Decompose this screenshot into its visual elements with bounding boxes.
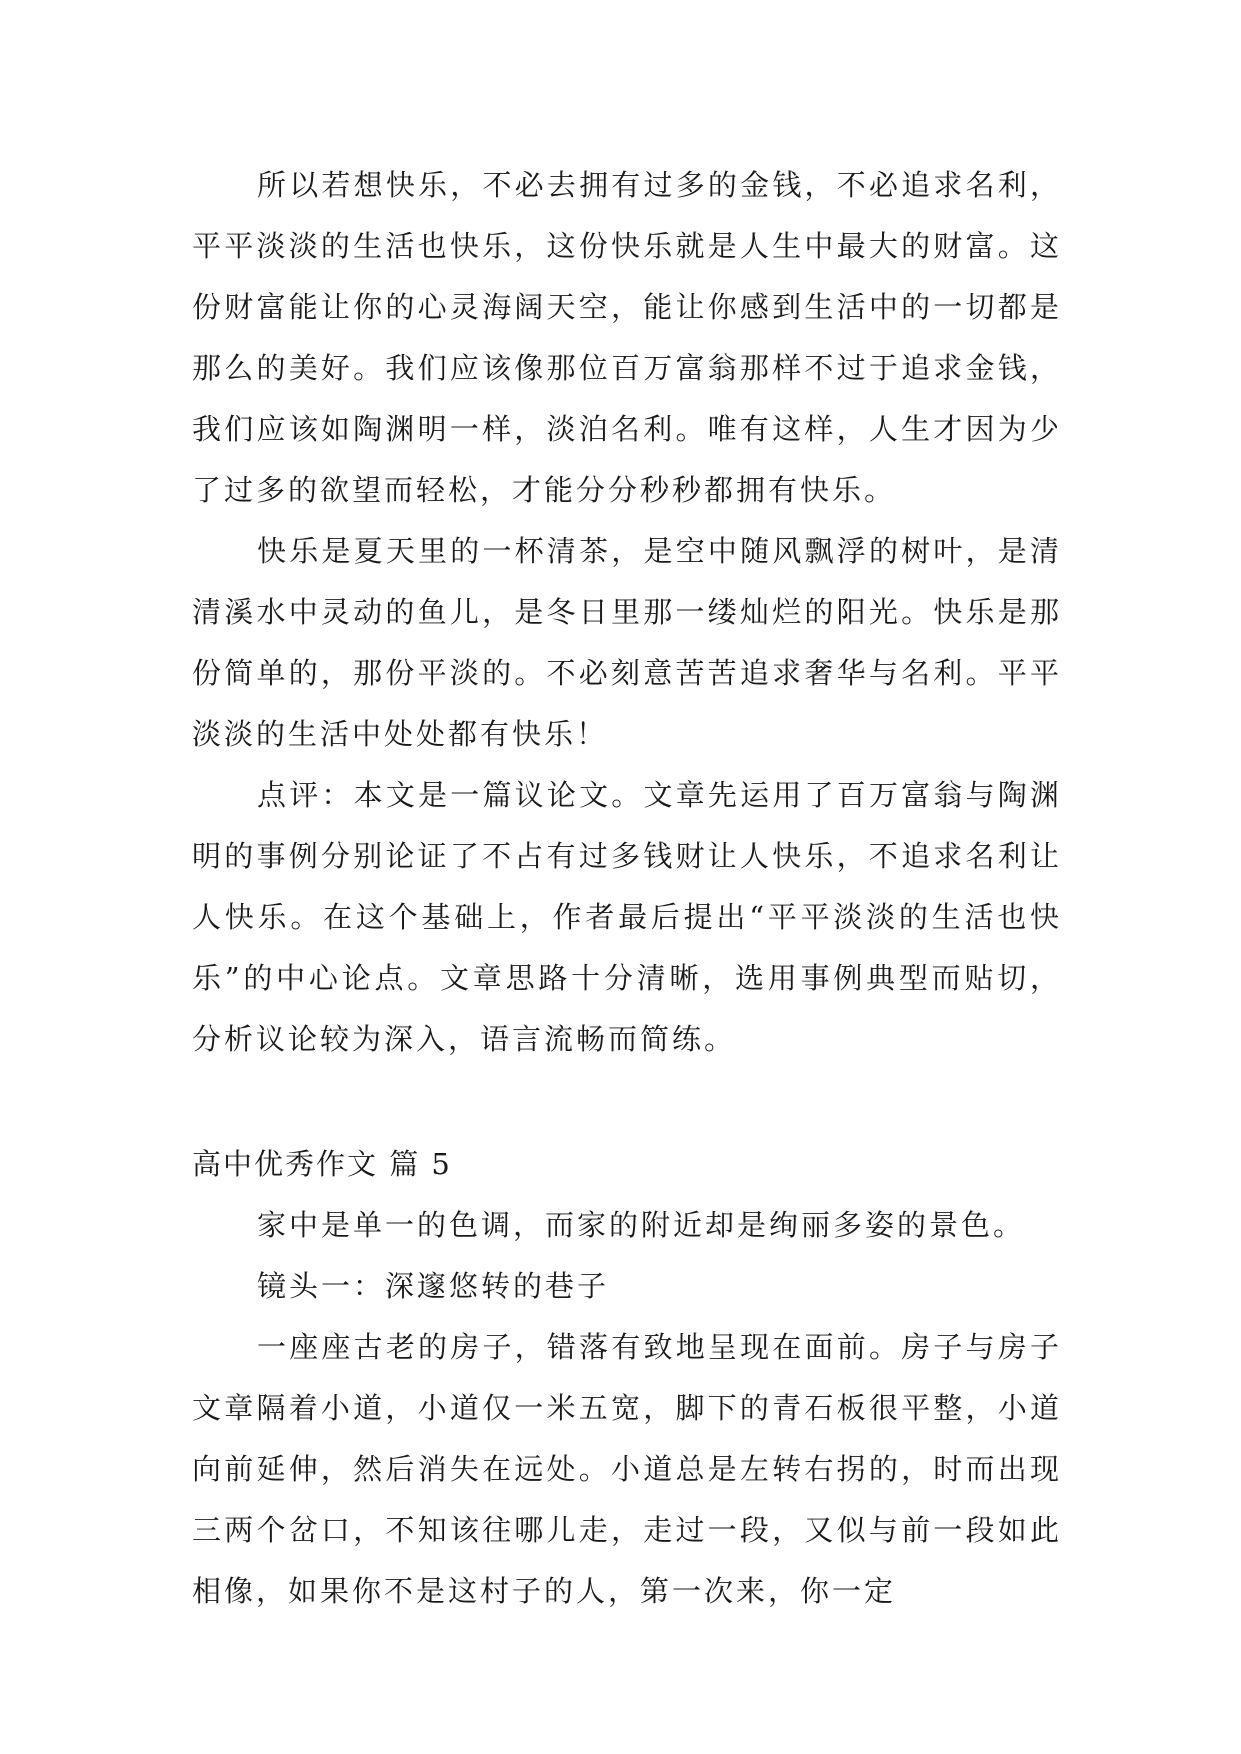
paragraph-scene-title: 镜头一：深邃悠转的巷子 xyxy=(257,1269,610,1303)
article-body xyxy=(192,155,1062,1622)
paragraph-alley-description: 一座座古老的房子，错落有致地呈现在面前。房子与房子文章隔着小道，小道仅一米五宽，脚下的青石板很平整，小道向前延伸，然后消失在远处。小道总是左转右拐的，时而出现三两个岔口，不知该往哪儿走，走过一段，又似与前一段如此相像，如果你不是这村子的人，第一次来，你一定 xyxy=(192,1330,1062,1608)
paragraph-happiness-metaphor: 快乐是夏天里的一杯清茶，是空中随风飘浮的树叶，是清清溪水中灵动的鱼儿，是冬日里那一缕灿烂的阳光。快乐是那份简单的，那份平淡的。不必刻意苦苦追求奢华与名利。平平淡淡的生活中处处都有快乐！ xyxy=(192,534,1062,751)
paragraph-conclusion: 所以若想快乐，不必去拥有过多的金钱，不必追求名利，平平淡淡的生活也快乐，这份快乐就是人生中最大的财富。这份财富能让你的心灵海阔天空，能让你感到生活中的一切都是那么的美好。我们应该像那位百万富翁那样不过于追求金钱，我们应该如陶渊明一样，淡泊名利。唯有这样，人生才因为少了过多的欲望而轻松，才能分分秒秒都拥有快乐。 xyxy=(192,168,1062,507)
paragraph-commentary: 点评：本文是一篇议论文。文章先运用了百万富翁与陶渊明的事例分别论证了不占有过多钱财让人快乐，不追求名利让人快乐。在这个基础上，作者最后提出“平平淡淡的生活也快乐”的中心论点。文章思路十分清晰，选用事例典型而贴切，分析议论较为深入，语言流畅而简练。 xyxy=(192,778,1062,1056)
paragraph-intro: 家中是单一的色调，而家的附近却是绚丽多姿的景色。 xyxy=(257,1208,1026,1242)
section-heading: 高中优秀作文 篇 5 xyxy=(192,1147,452,1181)
